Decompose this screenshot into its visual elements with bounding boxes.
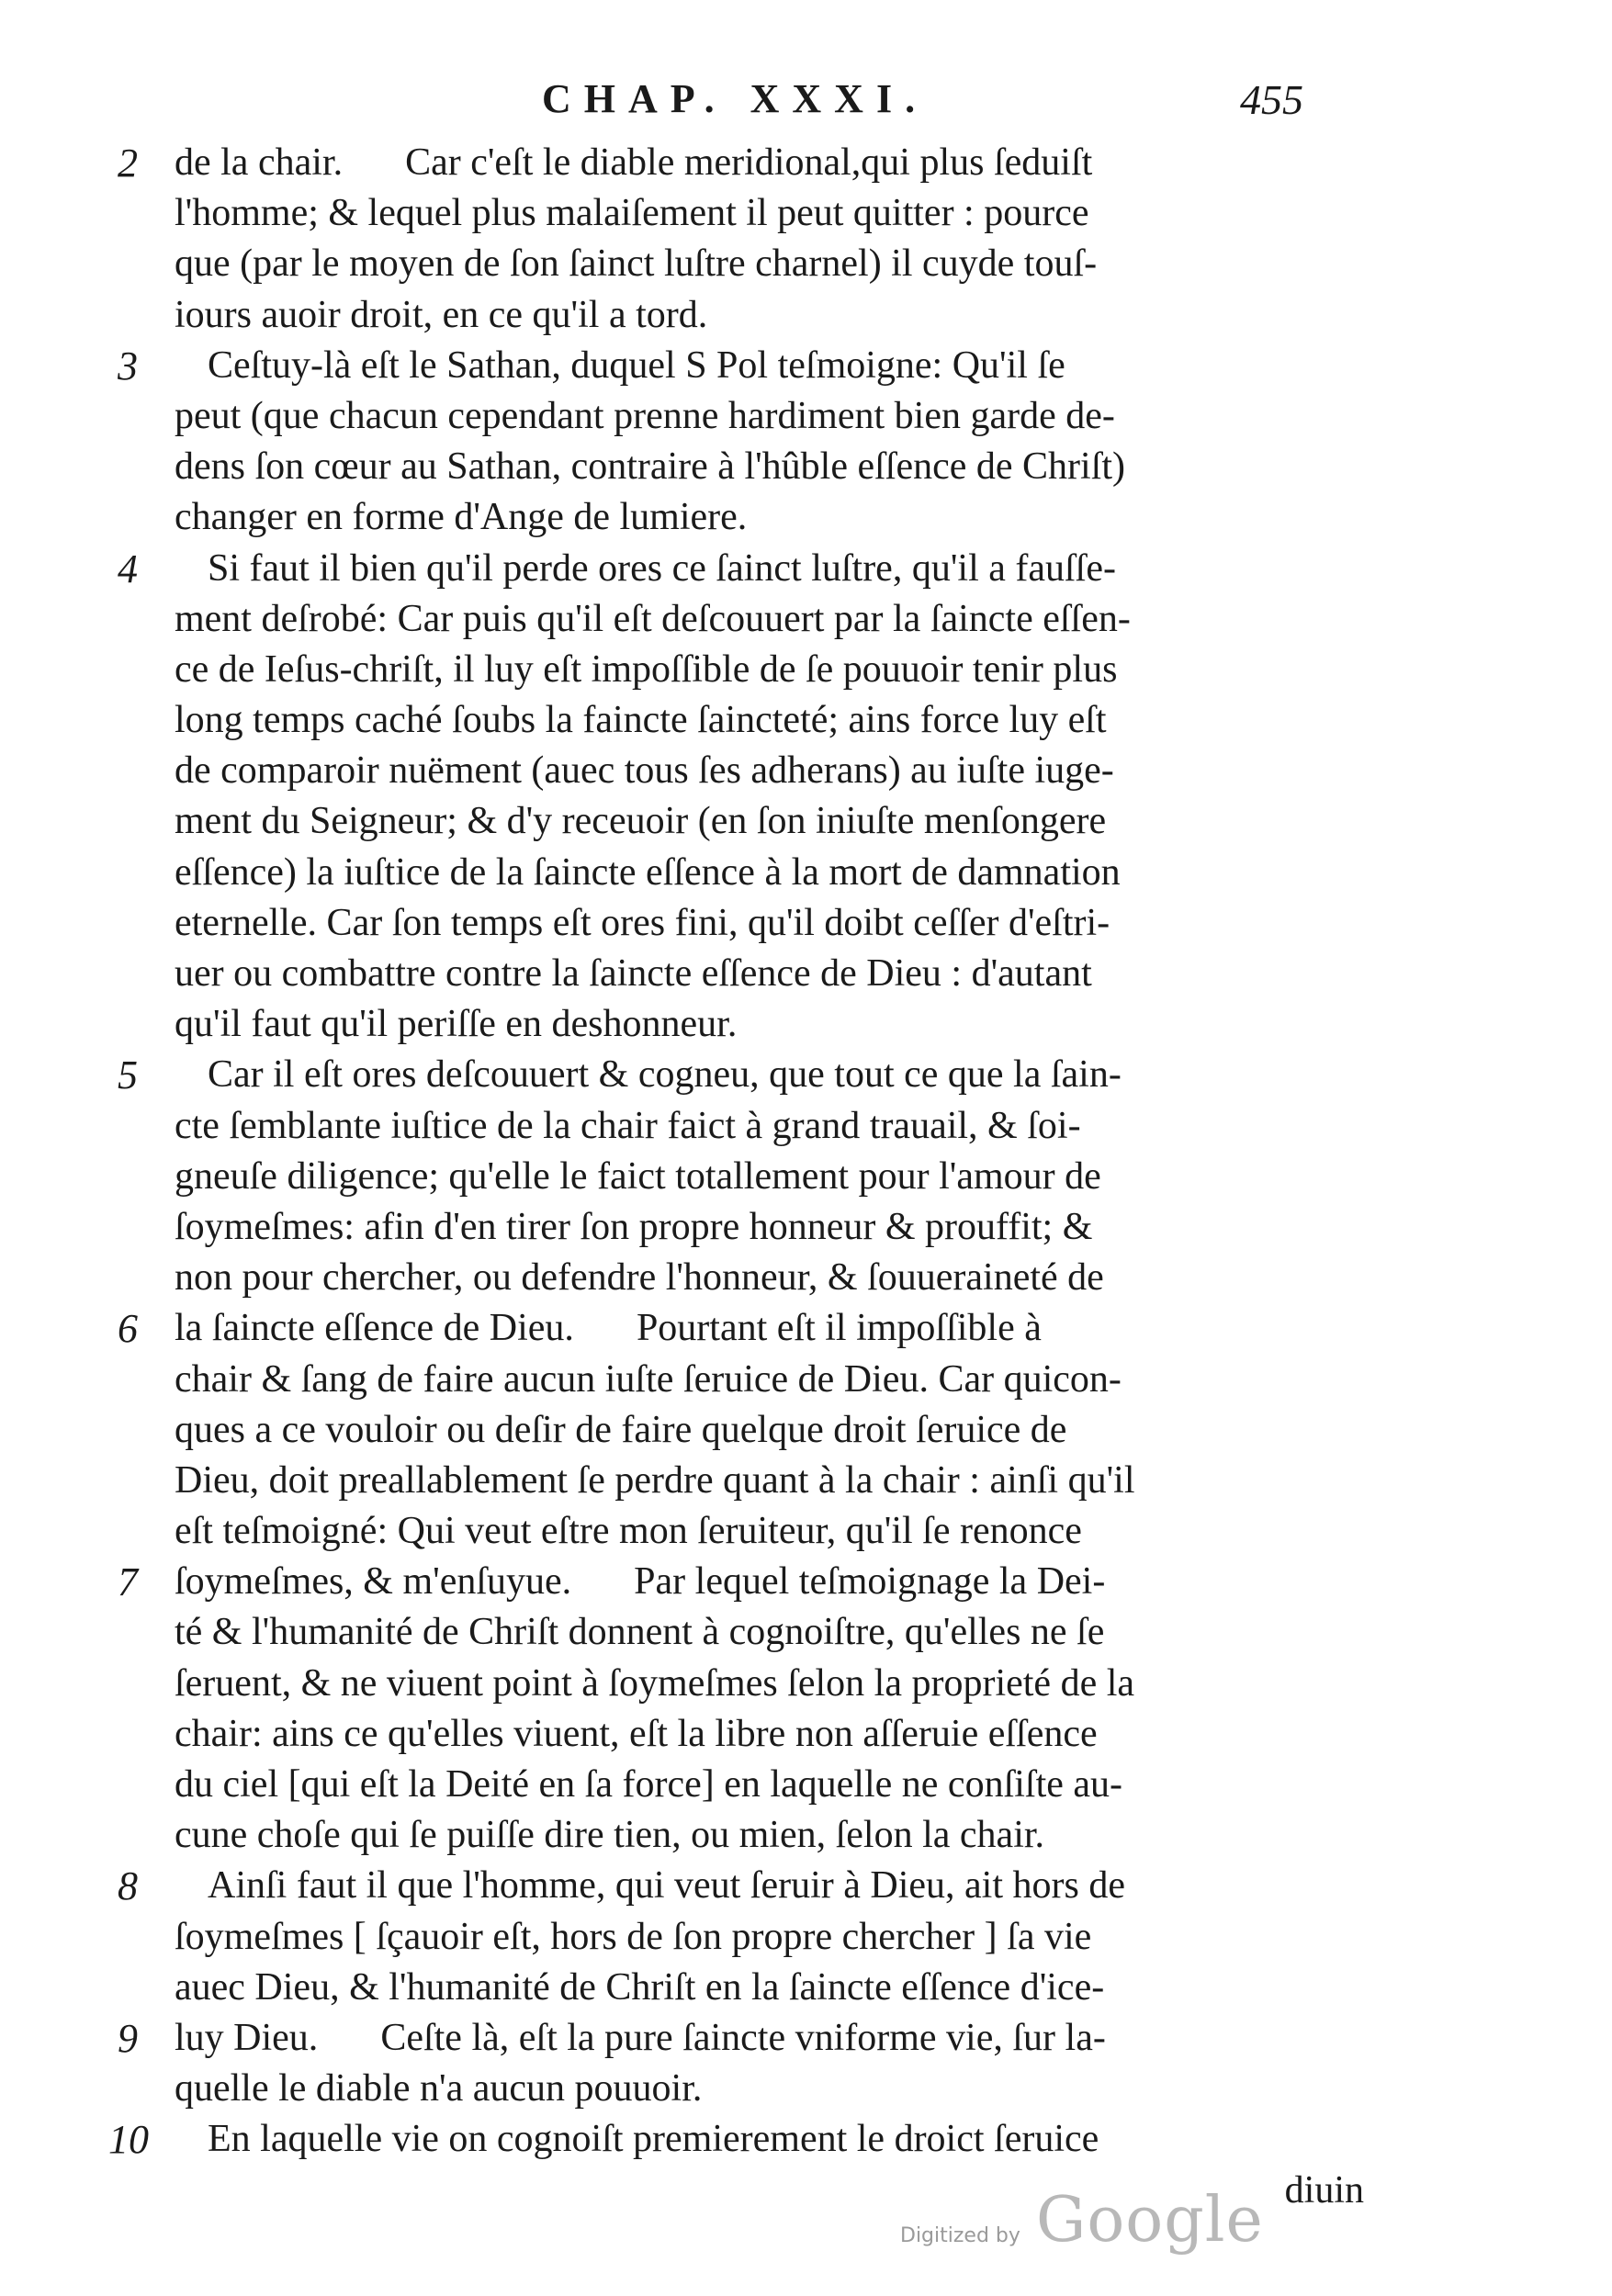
text-line <box>0 645 1612 695</box>
line-text-segment: Ceſte là, eſt la pure ſaincte vniforme vie, ſur la- <box>380 2016 1106 2059</box>
line-text <box>175 2013 1106 2064</box>
line-text-segment: ce de Ieſus-chriſt, il luy eſt impoſſible de ſe pouuoir tenir plus <box>175 647 1118 691</box>
text-line <box>0 1405 1612 1456</box>
line-text <box>208 1050 1122 1100</box>
text-line <box>0 1709 1612 1760</box>
line-text-segment: Dieu, doit preallablement ſe perdre quant à la chair : ainſi qu'il <box>175 1458 1135 1502</box>
text-line <box>0 1810 1612 1861</box>
line-text-segment: cte ſemblante iuſtice de la chair faict à grand trauail, & ſoi- <box>175 1104 1081 1147</box>
line-text-segment: Car il eſt ores deſcouuert & cogneu, que tout ce que la ſain- <box>208 1053 1122 1097</box>
line-text-segment: que (par le moyen de ſon ſainct luſtre charnel) il cuyde touſ- <box>175 242 1098 286</box>
line-text <box>175 796 1106 847</box>
line-text <box>175 1709 1098 1760</box>
line-text-segment: uer ou combattre contre la ſaincte eſſence de Dieu : d'autant <box>175 952 1092 995</box>
line-text <box>175 1253 1104 1303</box>
line-text-segment: ſoymeſmes, & m'enſuyue. <box>175 1560 572 1604</box>
line-text-segment: Par lequel teſmoignage la Dei- <box>634 1560 1106 1604</box>
line-text-segment: gneuſe diligence; qu'elle le faict totallement pour l'amour de <box>175 1154 1101 1198</box>
text-line <box>0 2064 1612 2114</box>
text-line <box>0 1861 1612 1911</box>
line-text <box>175 2064 702 2114</box>
line-text-segment: Ceſtuy-là eſt le Sathan, duquel S Pol teſmoigne: Qu'il ſe <box>208 343 1065 387</box>
line-text <box>175 290 707 341</box>
text-line <box>0 1355 1612 1405</box>
line-text <box>175 188 1089 239</box>
body-text <box>0 138 1612 2216</box>
text-line <box>0 492 1612 543</box>
text-line <box>0 138 1612 188</box>
text-line <box>0 239 1612 289</box>
line-text-segment: Pourtant eſt il impoſſible à <box>636 1307 1042 1350</box>
text-line <box>0 999 1612 1050</box>
text-line <box>0 2166 1612 2216</box>
line-text-segment: auec Dieu, & l'humanité de Chriſt en la ſaincte eſſence d'ice- <box>175 1965 1105 2009</box>
digitized-watermark <box>900 2184 1264 2267</box>
line-text <box>175 239 1097 289</box>
line-text <box>175 1810 1044 1861</box>
line-text-segment: long temps caché ſoubs la faincte ſaincteté; ains force luy eſt <box>175 699 1107 742</box>
text-line <box>0 1303 1612 1354</box>
line-text <box>208 341 1065 391</box>
verse-number: 5 <box>118 1052 138 1098</box>
text-line <box>0 796 1612 847</box>
digitized-label: Digitized by <box>900 2224 1020 2247</box>
line-text-segment: ſeruent, & ne viuent point à ſoymeſmes ſelon la proprieté de la <box>175 1661 1135 1705</box>
line-text-segment: diuin <box>1284 2168 1364 2212</box>
line-text-segment: non pour chercher, ou defendre l'honneur, & ſouueraineté de <box>175 1256 1104 1300</box>
text-line <box>0 290 1612 341</box>
text-line <box>0 1557 1612 1607</box>
line-text <box>175 1303 1042 1354</box>
verse-number: 8 <box>118 1863 138 1909</box>
text-line <box>0 1760 1612 1810</box>
text-line <box>0 594 1612 645</box>
page-header <box>514 75 1433 140</box>
line-text-segment: En laquelle vie on cognoiſt premierement le droict ſeruice <box>208 2118 1099 2161</box>
text-line <box>0 1202 1612 1253</box>
page-number: 455 <box>1240 76 1303 123</box>
text-line <box>0 1607 1612 1658</box>
line-text-segment: chair & ſang de faire aucun iuſte ſeruice de Dieu. Car quicon- <box>175 1357 1122 1401</box>
verse-number: 10 <box>108 2117 149 2163</box>
running-head: CHAP. XXXI. <box>542 76 929 121</box>
line-text <box>175 1101 1081 1152</box>
line-text-segment: ques a ce vouloir ou deſir de faire quelque droit ſeruice de <box>175 1408 1067 1451</box>
line-text-segment: ment deſrobé: Car puis qu'il eſt deſcouuert par la ſaincte eſſen- <box>175 597 1131 640</box>
line-text <box>175 1912 1091 1963</box>
line-text <box>175 999 737 1050</box>
verse-number: 2 <box>118 141 138 186</box>
line-text-segment: chair: ains ce qu'elles viuent, eſt la libre non aſſeruie eſſence <box>175 1712 1098 1755</box>
line-text-segment: de comparoir nuëment (auec tous ſes adherans) au iuſte iuge- <box>175 749 1114 793</box>
text-line <box>0 1253 1612 1303</box>
line-text-segment: ſoymeſmes [ ſçauoir eſt, hors de ſon propre chercher ] ſa vie <box>175 1915 1092 1958</box>
line-text <box>175 1659 1134 1709</box>
text-line <box>0 695 1612 746</box>
line-text <box>175 1506 1082 1557</box>
line-text-segment: dens ſon cœur au Sathan, contraire à l'hûble eſſence de Chriſt) <box>175 445 1126 489</box>
text-line <box>0 1101 1612 1152</box>
line-text-segment: de la chair. <box>175 141 344 184</box>
line-text <box>208 1861 1125 1911</box>
line-text <box>175 1607 1104 1658</box>
line-text <box>208 2114 1099 2165</box>
text-line <box>0 1506 1612 1557</box>
line-text <box>175 695 1107 746</box>
verse-number: 3 <box>118 343 138 388</box>
verse-number: 6 <box>118 1306 138 1352</box>
text-line <box>0 1659 1612 1709</box>
line-text-segment: iours auoir droit, en ce qu'il a tord. <box>175 293 708 336</box>
text-line <box>0 1050 1612 1100</box>
text-line <box>0 746 1612 796</box>
line-text-segment: changer en forme d'Ange de lumiere. <box>175 496 748 539</box>
line-text <box>175 594 1131 645</box>
line-text <box>175 492 747 543</box>
line-text <box>175 1202 1092 1253</box>
text-line <box>0 188 1612 239</box>
line-text-segment: ſoymeſmes: afin d'en tirer ſon propre honneur & prouffit; & <box>175 1205 1093 1248</box>
line-text <box>175 391 1115 442</box>
text-line <box>0 949 1612 999</box>
text-line <box>0 848 1612 898</box>
text-line <box>0 1912 1612 1963</box>
text-line <box>0 442 1612 492</box>
line-text <box>175 442 1125 492</box>
line-text <box>175 138 1092 188</box>
line-text <box>175 1760 1122 1810</box>
line-text <box>175 1355 1122 1405</box>
line-text <box>175 848 1121 898</box>
text-line <box>0 2114 1612 2165</box>
line-text <box>175 949 1092 999</box>
line-text <box>208 544 1116 594</box>
line-text-segment: quelle le diable n'a aucun pouuoir. <box>175 2067 703 2110</box>
text-line <box>0 544 1612 594</box>
line-text-segment: té & l'humanité de Chriſt donnent à cognoiſtre, qu'elles ne ſe <box>175 1611 1105 1654</box>
verse-number: 9 <box>118 2015 138 2061</box>
text-line <box>0 2013 1612 2064</box>
verse-number: 7 <box>118 1559 138 1605</box>
line-text <box>175 1405 1066 1456</box>
line-text-segment: du ciel [qui eſt la Deité en ſa force] en laquelle ne conſiſte au- <box>175 1763 1123 1806</box>
text-line <box>0 1456 1612 1506</box>
line-text-segment: luy Dieu. <box>175 2016 319 2059</box>
google-logo: Google <box>1036 2184 1264 2257</box>
line-text-segment: Car c'eſt le diable meridional,qui plus ſeduiſt <box>405 141 1093 184</box>
line-text <box>175 645 1117 695</box>
line-text <box>175 1152 1101 1202</box>
line-text-segment: qu'il faut qu'il periſſe en deshonneur. <box>175 1003 738 1046</box>
line-text-segment: Si faut il bien qu'il perde ores ce ſainct luſtre, qu'il a fauſſe- <box>208 546 1116 590</box>
line-text-segment: Ainſi faut il que l'homme, qui veut ſeruir à Dieu, ait hors de <box>208 1864 1125 1908</box>
text-line <box>0 898 1612 949</box>
text-line <box>0 1152 1612 1202</box>
text-line <box>0 341 1612 391</box>
line-text-segment: l'homme; & lequel plus malaiſement il peut quitter : pource <box>175 192 1089 235</box>
verse-number: 4 <box>118 546 138 591</box>
line-text <box>175 1963 1104 2013</box>
line-text-segment: eſſence) la iuſtice de la ſaincte eſſence à la mort de damnation <box>175 850 1121 894</box>
line-text-segment: eſt teſmoigné: Qui veut eſtre mon ſeruiteur, qu'il ſe renonce <box>175 1510 1082 1553</box>
line-text-segment: la ſaincte eſſence de Dieu. <box>175 1307 574 1350</box>
line-text <box>175 1557 1105 1607</box>
line-text-segment: ment du Seigneur; & d'y receuoir (en ſon iniuſte menſongere <box>175 800 1107 843</box>
catchword <box>1285 2166 1364 2216</box>
line-text-segment: cune choſe qui ſe puiſſe dire tien, ou mien, ſelon la chair. <box>175 1814 1045 1857</box>
line-text <box>175 898 1110 949</box>
line-text <box>175 746 1114 796</box>
line-text-segment: peut (que chacun cependant prenne hardiment bien garde de- <box>175 394 1115 437</box>
line-text-segment: eternelle. Car ſon temps eſt ores fini, qu'il doibt ceſſer d'eſtri- <box>175 901 1110 944</box>
text-line <box>0 391 1612 442</box>
line-text <box>175 1456 1135 1506</box>
text-line <box>0 1963 1612 2013</box>
